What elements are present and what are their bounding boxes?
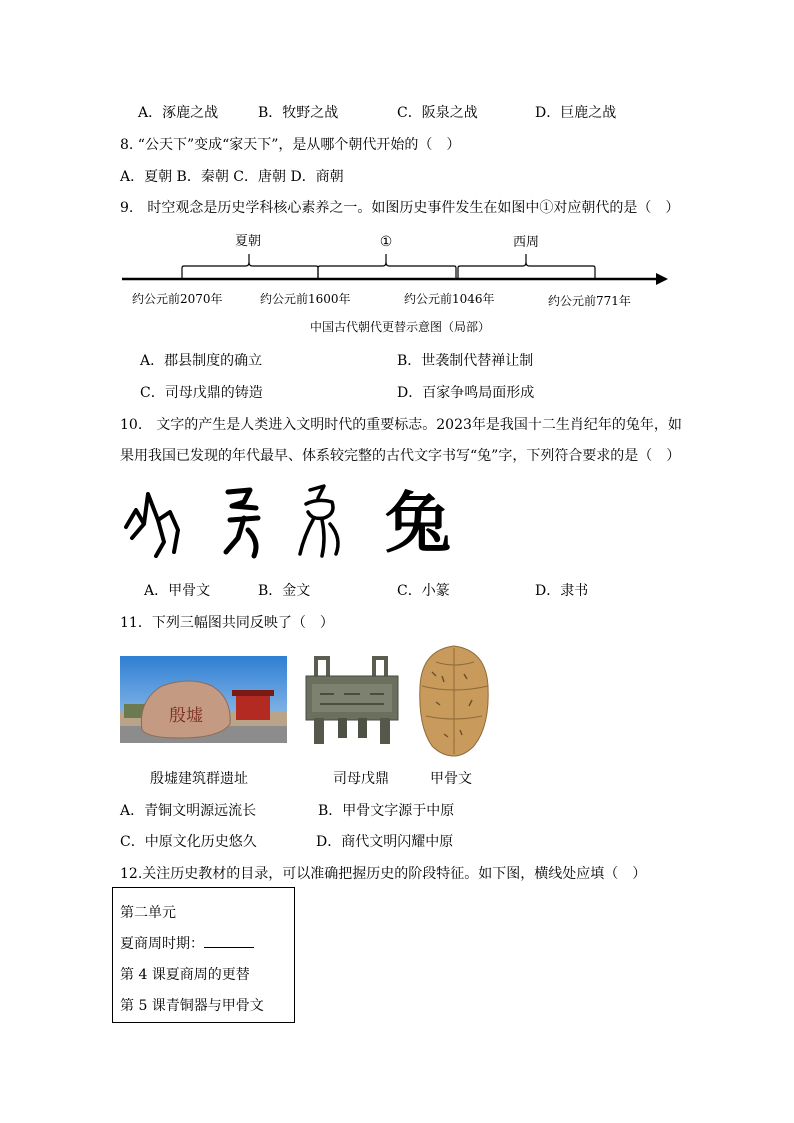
- dynasty-timeline: [118, 228, 678, 338]
- q9-option-b: B．世袭制代替禅让制: [397, 353, 534, 369]
- timeline-date-771: 约公元前771年: [548, 294, 631, 308]
- caption-oracle-bone: 甲骨文: [430, 771, 472, 787]
- timeline-caption: 中国古代朝代更替示意图（局部）: [309, 320, 491, 334]
- simuwu-ding-photo: [300, 654, 404, 747]
- q7-option-a: A．涿鹿之战: [138, 105, 219, 121]
- textbook-contents-box: [112, 887, 295, 1023]
- bronze-inscription-rabbit-glyph: [226, 490, 258, 556]
- q7-option-d: D．巨鹿之战: [535, 105, 617, 121]
- timeline-label-circle-1: ①: [379, 234, 393, 250]
- small-seal-rabbit-glyph: [300, 486, 338, 556]
- oracle-bone-shell-photo: [416, 642, 492, 758]
- q7-option-c: C．阪泉之战: [397, 105, 478, 121]
- clerical-rabbit-glyph: 兔: [385, 484, 451, 562]
- q11-option-a: A．青铜文明源远流长: [120, 803, 257, 819]
- timeline-label-xia: 夏朝: [234, 234, 262, 249]
- yinxu-photo: [120, 656, 287, 743]
- q10-option-c: C．小篆: [397, 583, 450, 599]
- q11-option-b: B．甲骨文字源于中原: [318, 803, 455, 819]
- rabbit-glyphs: [118, 472, 468, 567]
- contents-lesson-4: 第 4 课夏商周的更替: [120, 967, 250, 983]
- yinxu-stone-inscription: 殷墟: [169, 706, 203, 726]
- timeline-label-xizhou: 西周: [512, 235, 540, 250]
- fill-in-blank: [204, 935, 254, 948]
- q9-option-d: D．百家争鸣局面形成: [397, 385, 535, 401]
- q9-option-c: C．司母戊鼎的铸造: [140, 385, 263, 401]
- q9-stem: 9. 时空观念是历史学科核心素养之一。如图历史事件发生在如图中①对应朝代的是（ ）: [120, 200, 680, 216]
- caption-yinxu: 殷墟建筑群遗址: [150, 771, 248, 787]
- q10-stem-line1: 10. 文字的产生是人类进入文明时代的重要标志。2023年是我国十二生肖纪年的兔年，如: [120, 417, 682, 433]
- q7-option-b: B．牧野之战: [258, 105, 339, 121]
- oracle-bone-rabbit-glyph: [126, 494, 178, 556]
- q10-option-a: A．甲骨文: [144, 583, 211, 599]
- timeline-date-1046: 约公元前1046年: [404, 292, 495, 306]
- q10-stem-line2: 果用我国已发现的年代最早、体系较完整的古代文字书写“兔”字，下列符合要求的是（ ）: [120, 448, 681, 464]
- contents-period-label: 夏商周时期：: [120, 936, 204, 952]
- q8-options: A．夏朝 B．秦朝 C．唐朝 D．商朝: [120, 169, 344, 185]
- q11-option-d: D．商代文明闪耀中原: [316, 834, 454, 850]
- q8-stem: 8. “公天下”变成“家天下”，是从哪个朝代开始的（ ）: [120, 137, 461, 153]
- q10-option-d: D．隶书: [535, 583, 589, 599]
- contents-lesson-5: 第 5 课青铜器与甲骨文: [120, 998, 264, 1014]
- q9-option-a: A．郡县制度的确立: [140, 353, 263, 369]
- q10-option-b: B．金文: [258, 583, 311, 599]
- timeline-date-1600: 约公元前1600年: [260, 292, 351, 306]
- q11-stem: 11．下列三幅图共同反映了（ ）: [120, 615, 334, 631]
- contents-period-line: [120, 933, 254, 953]
- contents-unit-title: 第二单元: [120, 905, 176, 921]
- q12-stem: 12.关注历史教材的目录，可以准确把握历史的阶段特征。如下图，横线处应填（ ）: [120, 866, 647, 882]
- q11-option-c: C．中原文化历史悠久: [120, 834, 257, 850]
- timeline-date-2070: 约公元前2070年: [132, 292, 223, 306]
- caption-simuwu-ding: 司母戊鼎: [333, 771, 389, 787]
